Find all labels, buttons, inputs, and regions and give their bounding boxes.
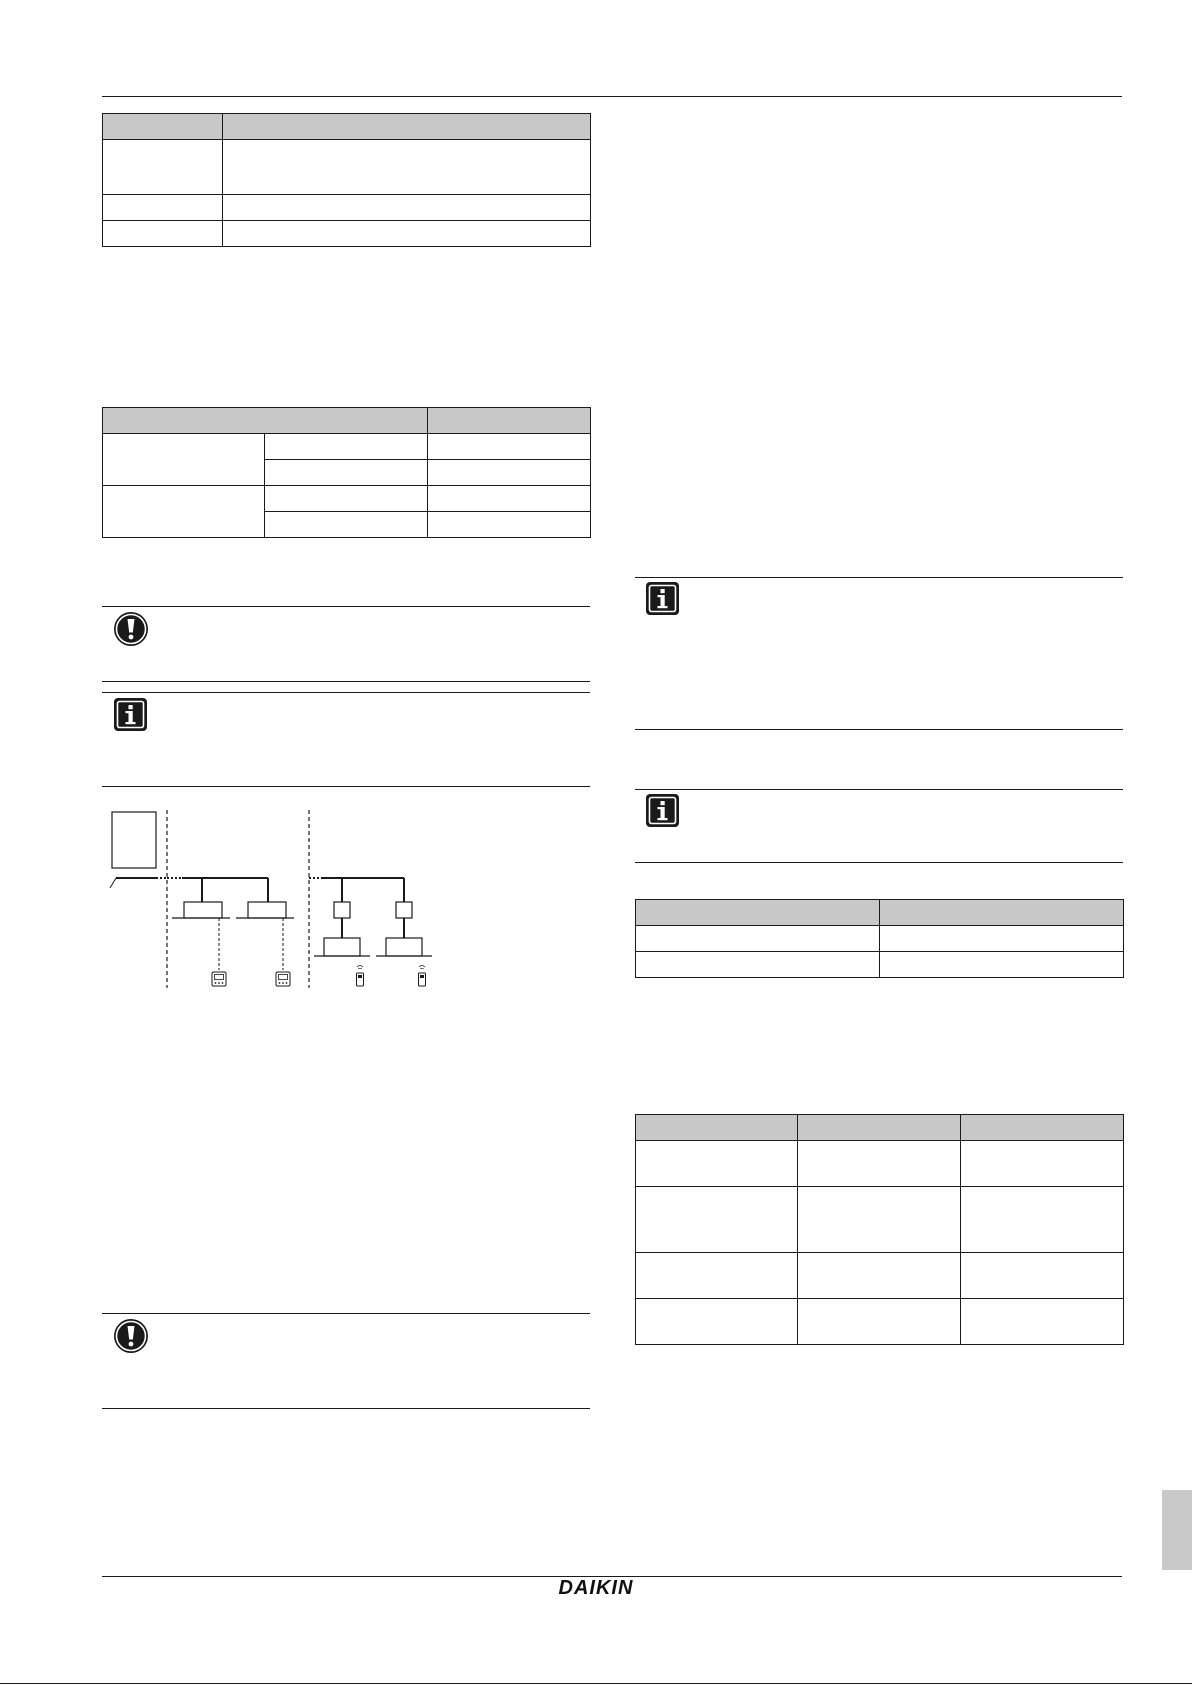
table-cell [103, 221, 223, 247]
wireless-remote-controller [357, 966, 364, 987]
branch-selector-box [396, 902, 412, 918]
table-cell [636, 1187, 798, 1253]
spec-table-top-left [102, 113, 591, 247]
table-header-cell [961, 1115, 1124, 1141]
info-icon [645, 793, 680, 828]
table-cell [961, 1141, 1124, 1187]
branch-selector-box [334, 902, 350, 918]
exclamation-icon [112, 1317, 150, 1355]
table-cell [103, 434, 265, 486]
table-cell [636, 1141, 798, 1187]
notice-bottom-rule [102, 1408, 590, 1409]
table-cell [223, 140, 591, 195]
table-cell [880, 926, 1124, 952]
notice-top-rule [635, 577, 1123, 578]
table-header-cell [798, 1115, 961, 1141]
notice-bottom-rule [635, 862, 1123, 863]
notice-bottom-rule [635, 729, 1123, 730]
table-cell [880, 952, 1124, 978]
indoor-unit [184, 902, 222, 918]
bottom-edge-rule [0, 1683, 1192, 1684]
table-cell [103, 140, 223, 195]
info-icon [113, 697, 148, 732]
system-wiring-diagram [102, 800, 442, 990]
ground-lead [110, 878, 116, 888]
info-icon [645, 581, 680, 616]
table-cell [428, 486, 591, 512]
wired-remote-controller [212, 972, 226, 986]
notice-bottom-rule [102, 681, 590, 682]
table-header-cell [880, 900, 1124, 926]
spec-table-middle-right [635, 899, 1124, 978]
indoor-unit [248, 902, 286, 918]
table-cell [428, 434, 591, 460]
wired-remote-controller [276, 972, 290, 986]
table-cell [223, 195, 591, 221]
table-cell [265, 460, 428, 486]
table-header-cell [103, 114, 223, 140]
table-cell [961, 1187, 1124, 1253]
table-cell [961, 1253, 1124, 1299]
table-header-cell [223, 114, 591, 140]
table-header-cell [103, 408, 428, 434]
table-cell [265, 486, 428, 512]
spec-table-middle-left [102, 407, 591, 538]
table-cell [428, 460, 591, 486]
table-header-cell [428, 408, 591, 434]
spec-table-bottom-right [635, 1114, 1124, 1345]
header-rule [102, 96, 1122, 97]
chapter-thumb-tab [1162, 1490, 1192, 1570]
table-cell [428, 512, 591, 538]
wireless-remote-controller [419, 966, 426, 987]
notice-top-rule [102, 606, 590, 607]
table-cell [103, 486, 265, 538]
notice-top-rule [102, 1313, 590, 1314]
exclamation-icon [112, 610, 150, 648]
table-cell [961, 1299, 1124, 1345]
table-cell [265, 512, 428, 538]
table-cell [798, 1187, 961, 1253]
notice-top-rule [102, 692, 590, 693]
table-cell [798, 1141, 961, 1187]
indoor-unit [324, 938, 360, 956]
notice-bottom-rule [102, 786, 590, 787]
daikin-logo: DAIKIN [558, 1577, 634, 1599]
table-header-cell [636, 900, 880, 926]
table-header-cell [636, 1115, 798, 1141]
table-cell [798, 1299, 961, 1345]
notice-top-rule [635, 789, 1123, 790]
table-cell [636, 926, 880, 952]
table-cell [223, 221, 591, 247]
table-cell [636, 1299, 798, 1345]
table-cell [798, 1253, 961, 1299]
outdoor-unit [112, 812, 156, 868]
table-cell [636, 952, 880, 978]
table-cell [636, 1253, 798, 1299]
table-cell [103, 195, 223, 221]
table-cell [265, 434, 428, 460]
indoor-unit [386, 938, 422, 956]
